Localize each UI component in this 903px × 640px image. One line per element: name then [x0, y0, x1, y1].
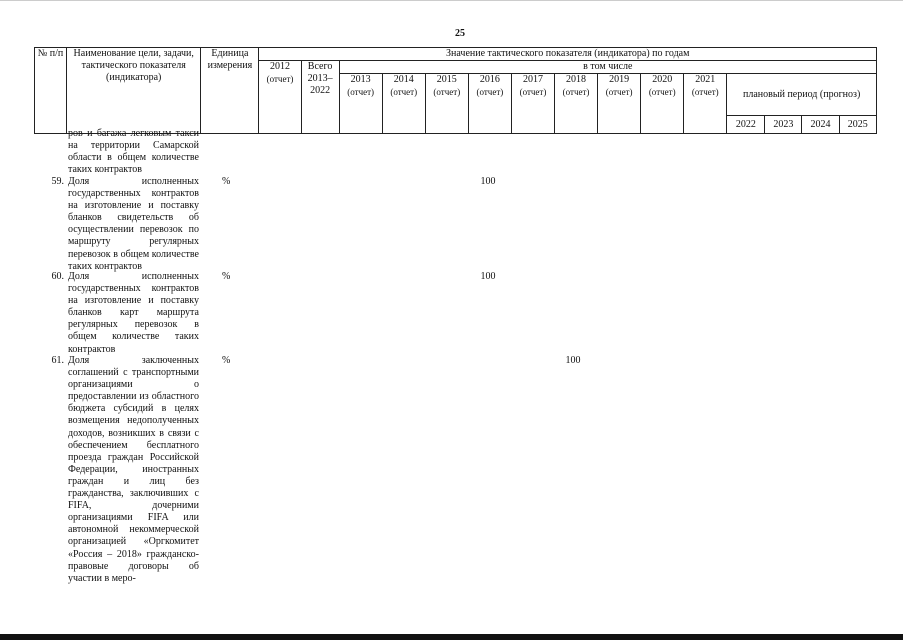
col-header-2018: 2018 (отчет) — [555, 74, 598, 134]
col-header-2019: 2019 (отчет) — [598, 74, 641, 134]
row-number: 59. — [51, 176, 64, 187]
row-number: 61. — [51, 355, 64, 366]
col-header-2017: 2017 (отчет) — [511, 74, 554, 134]
page-number: 25 — [455, 28, 465, 39]
row-unit: % — [222, 355, 231, 366]
row-unit: % — [222, 271, 231, 282]
col-header-values: Значение тактического показателя (индикатора) по годам — [259, 48, 877, 61]
col-header-2023: 2023 — [765, 116, 802, 134]
row-name: Доля исполненных государственных контрактов на изготовление и поставку бланков свидетельств об осуществлении перевозок по маршруту регулярных перевозок в общем количестве таких контрактов — [68, 176, 199, 272]
col-header-2020: 2020 (отчет) — [641, 74, 684, 134]
row-name: Доля исполненных государственных контрактов на изготовление и поставку бланков карт маршрута регулярных перевозок в общем количестве таких контрактов — [68, 271, 199, 355]
col-header-2012 — [259, 61, 301, 134]
year-2012-label: 2012 — [269, 61, 290, 72]
col-header-name: Наименование цели, задачи, тактического показателя (индикатора) — [67, 48, 201, 134]
col-header-number: № п/п — [35, 48, 67, 134]
report-label: (отчет) — [266, 74, 294, 84]
row-value-2016: 100 — [480, 271, 496, 282]
row-number: 60. — [51, 271, 64, 282]
col-header-unit: Единица измерения — [201, 48, 259, 134]
row-value-2016: 100 — [480, 176, 496, 187]
indicator-table-header — [34, 47, 877, 134]
col-header-plan-period: плановый период (прогноз) — [727, 74, 877, 116]
col-header-2016: 2016 (отчет) — [468, 74, 511, 134]
col-header-in-total: в том числе — [339, 61, 876, 74]
col-header-total: Всего 2013–2022 — [301, 61, 339, 134]
col-header-2014: 2014 (отчет) — [382, 74, 425, 134]
col-header-2022: 2022 — [727, 116, 765, 134]
row-unit: % — [222, 176, 231, 187]
row-value-2018: 100 — [565, 355, 581, 366]
col-header-2024: 2024 — [802, 116, 839, 134]
row-name: Доля заключенных соглашений с транспортными организациями о предоставлении из областного бюджета субсидий в целях возмещения недополученных доходов, возникших в связи с обеспечением бесплатного проезда граждан Российской Федерации, иностранных граждан и лиц без гражданства, заключивших с FIFA, дочерними организациями FIFA или автономной некоммерческой организацией «Оргкомитет «Россия – 2018» гражданско-правовые договоры об участии в меро- — [68, 355, 199, 584]
col-header-2013: 2013 (отчет) — [339, 74, 382, 134]
top-edge-line — [0, 0, 903, 1]
col-header-2025: 2025 — [839, 116, 876, 134]
scan-bottom-edge — [0, 634, 903, 640]
row-name: ров и багажа легковым такси на территории Самарской области в общем количестве таких контрактов — [68, 128, 199, 176]
col-header-2015: 2015 (отчет) — [425, 74, 468, 134]
col-header-2021: 2021 (отчет) — [684, 74, 727, 134]
